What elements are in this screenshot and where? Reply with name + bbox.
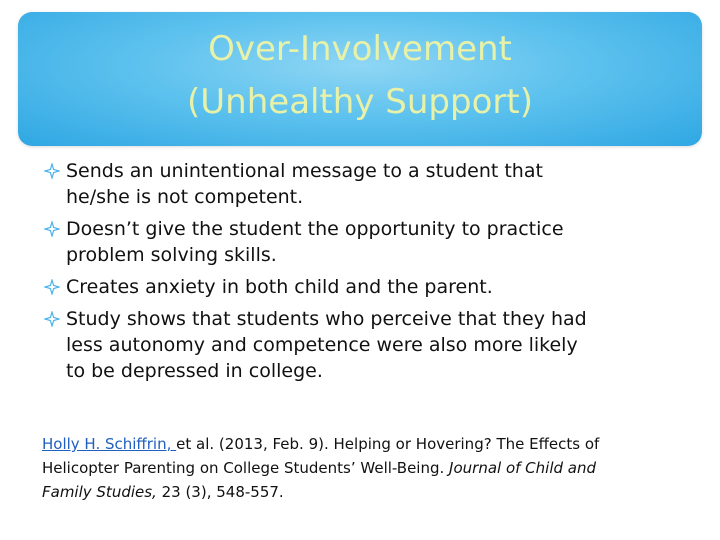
bullet-item-2-line-2: problem solving skills. [66, 244, 277, 266]
bullet-item-1-line-2: he/she is not competent. [66, 186, 304, 208]
bullet-item-1 [44, 158, 684, 210]
citation-author-link[interactable]: Holly H. Schiffrin, [42, 435, 177, 453]
citation-line-3 [42, 480, 692, 504]
bullet-item-4-line-1: Study shows that students who perceive that they had [66, 308, 587, 330]
citation-line-1 [42, 432, 692, 456]
bullet-item-1-line-1: Sends an unintentional message to a student that [66, 160, 543, 182]
star-bullet-icon [44, 221, 60, 237]
star-bullet-icon [44, 311, 60, 327]
bullet-item-2 [44, 216, 684, 268]
bullet-item-4-line-3: to be depressed in college. [66, 360, 323, 382]
title-banner [18, 12, 702, 146]
bullet-item-3 [44, 274, 684, 300]
bullet-item-4-line-2: less autonomy and competence were also more likely [66, 334, 578, 356]
bullet-list [44, 158, 684, 390]
bullet-item-4 [44, 306, 684, 384]
star-bullet-icon [44, 163, 60, 179]
citation-line-3-text: 23 (3), 548-557. [156, 483, 284, 501]
journal-title-part-1: Journal of Child and [449, 459, 597, 477]
citation-line-2-text: Helicopter Parenting on College Students’ Well-Being. [42, 459, 450, 477]
slide-title-line-2: (Unhealthy Support) [187, 82, 533, 122]
bullet-item-3-line-1: Creates anxiety in both child and the parent. [66, 276, 493, 298]
citation-line-1-text: et al. (2013, Feb. 9). Helping or Hovering? The Effects of [176, 435, 600, 453]
citation-line-2 [42, 456, 692, 480]
star-bullet-icon [44, 279, 60, 295]
slide-title-line-1: Over-Involvement [208, 29, 512, 69]
bullet-item-2-line-1: Doesn’t give the student the opportunity to practice [66, 218, 564, 240]
journal-title-part-2: Family Studies, [42, 483, 157, 501]
citation [42, 432, 692, 504]
